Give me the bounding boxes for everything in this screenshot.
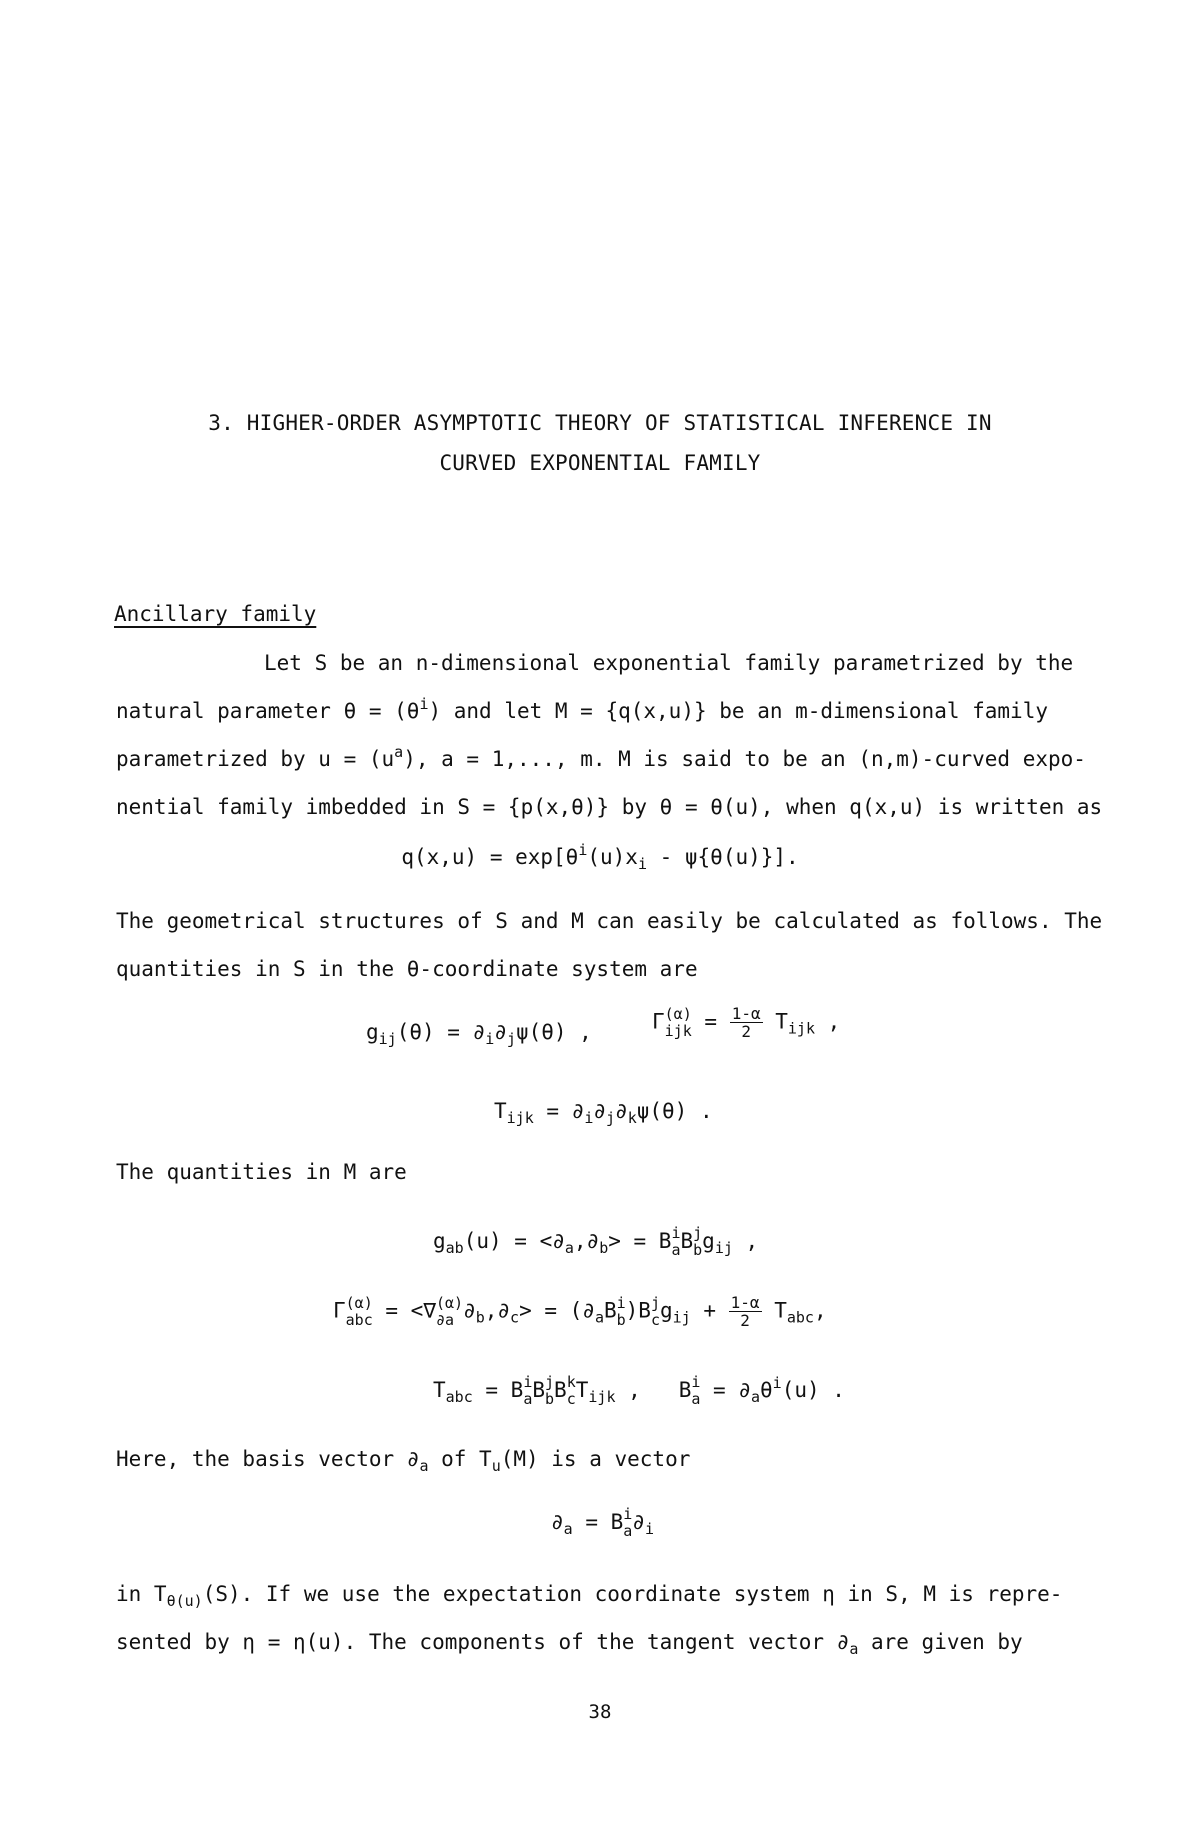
- paragraph-5-line-1: in $T_{\theta(u)}(S)$. If we use the expectation coordinate system η in S, M is repre-: [116, 1582, 1063, 1610]
- equation-basis-vector: $\partial_a = B$ i a $\partial_i$: [551, 1505, 654, 1540]
- equation-exponential-form: $q(x,u) = \exp[\theta^i(u)x_i - \psi\{\theta(u)\}]$.: [401, 841, 799, 873]
- paragraph-1-line-4: nential family imbedded in S = {p(x,θ)} by θ = θ(u), when q(x,u) is written as: [116, 795, 1103, 819]
- equation-metric-s: $g_{ij}(\theta) = \partial_i\partial_j\psi(\theta)$ ,: [366, 1020, 592, 1048]
- equation-connection-m: Γ (α) abc = <∇ (α) ∂a $\partial_b,\partial_c> = (\partial_aB$ i b )B j c $g_{ij}$ + $\frac{1-\alpha}{2}$ $T_{abc}$,: [333, 1293, 827, 1330]
- equation-metric-m: $g_{ab}(u) = <\partial_a,\partial_b> = B$ i a B j b $g_{ij}$ ,: [433, 1224, 759, 1259]
- subsection-heading: Ancillary family: [114, 602, 317, 626]
- paragraph-2-line-2: quantities in S in the θ-coordinate system are: [116, 957, 698, 981]
- page-number: 38: [588, 1701, 612, 1723]
- section-title-line-1: 3. HIGHER-ORDER ASYMPTOTIC THEORY OF STATISTICAL INFERENCE IN: [208, 411, 992, 435]
- section-title-line-2: CURVED EXPONENTIAL FAMILY: [439, 451, 761, 475]
- equation-skewness-s: $T_{ijk} = \partial_i\partial_j\partial_k\psi(\theta)$ .: [494, 1099, 713, 1127]
- paragraph-4-line-1: Here, the basis vector $\partial_a$ of $T_u(M)$ is a vector: [116, 1447, 691, 1475]
- paragraph-1-line-1: Let S be an n-dimensional exponential family parametrized by the: [264, 651, 1074, 675]
- equation-connection-s: Γ (α) ijk = $\frac{1-\alpha}{2}$ $T_{ijk}$ ,: [652, 1004, 841, 1041]
- paragraph-2-line-1: The geometrical structures of S and M can easily be calculated as follows. The: [116, 909, 1103, 933]
- paragraph-5-line-2: sented by η = η(u). The components of the tangent vector $\partial_a$ are given by: [116, 1630, 1023, 1658]
- paragraph-1-line-2: natural parameter $\theta = (\theta^i)$ and let M = {q(x,u)} be an m-dimensional family: [116, 695, 1048, 723]
- paragraph-3-line-1: The quantities in M are: [116, 1160, 407, 1184]
- paragraph-1-line-3: parametrized by $u = (u^a)$, a = 1,..., m. M is said to be an (n,m)-curved expo-: [116, 743, 1086, 771]
- equation-skewness-m: $T_{abc} = B$ i a B j b B k c $T_{ijk}$ , B i a = $\partial_a\theta^i(u)$ .: [433, 1373, 845, 1408]
